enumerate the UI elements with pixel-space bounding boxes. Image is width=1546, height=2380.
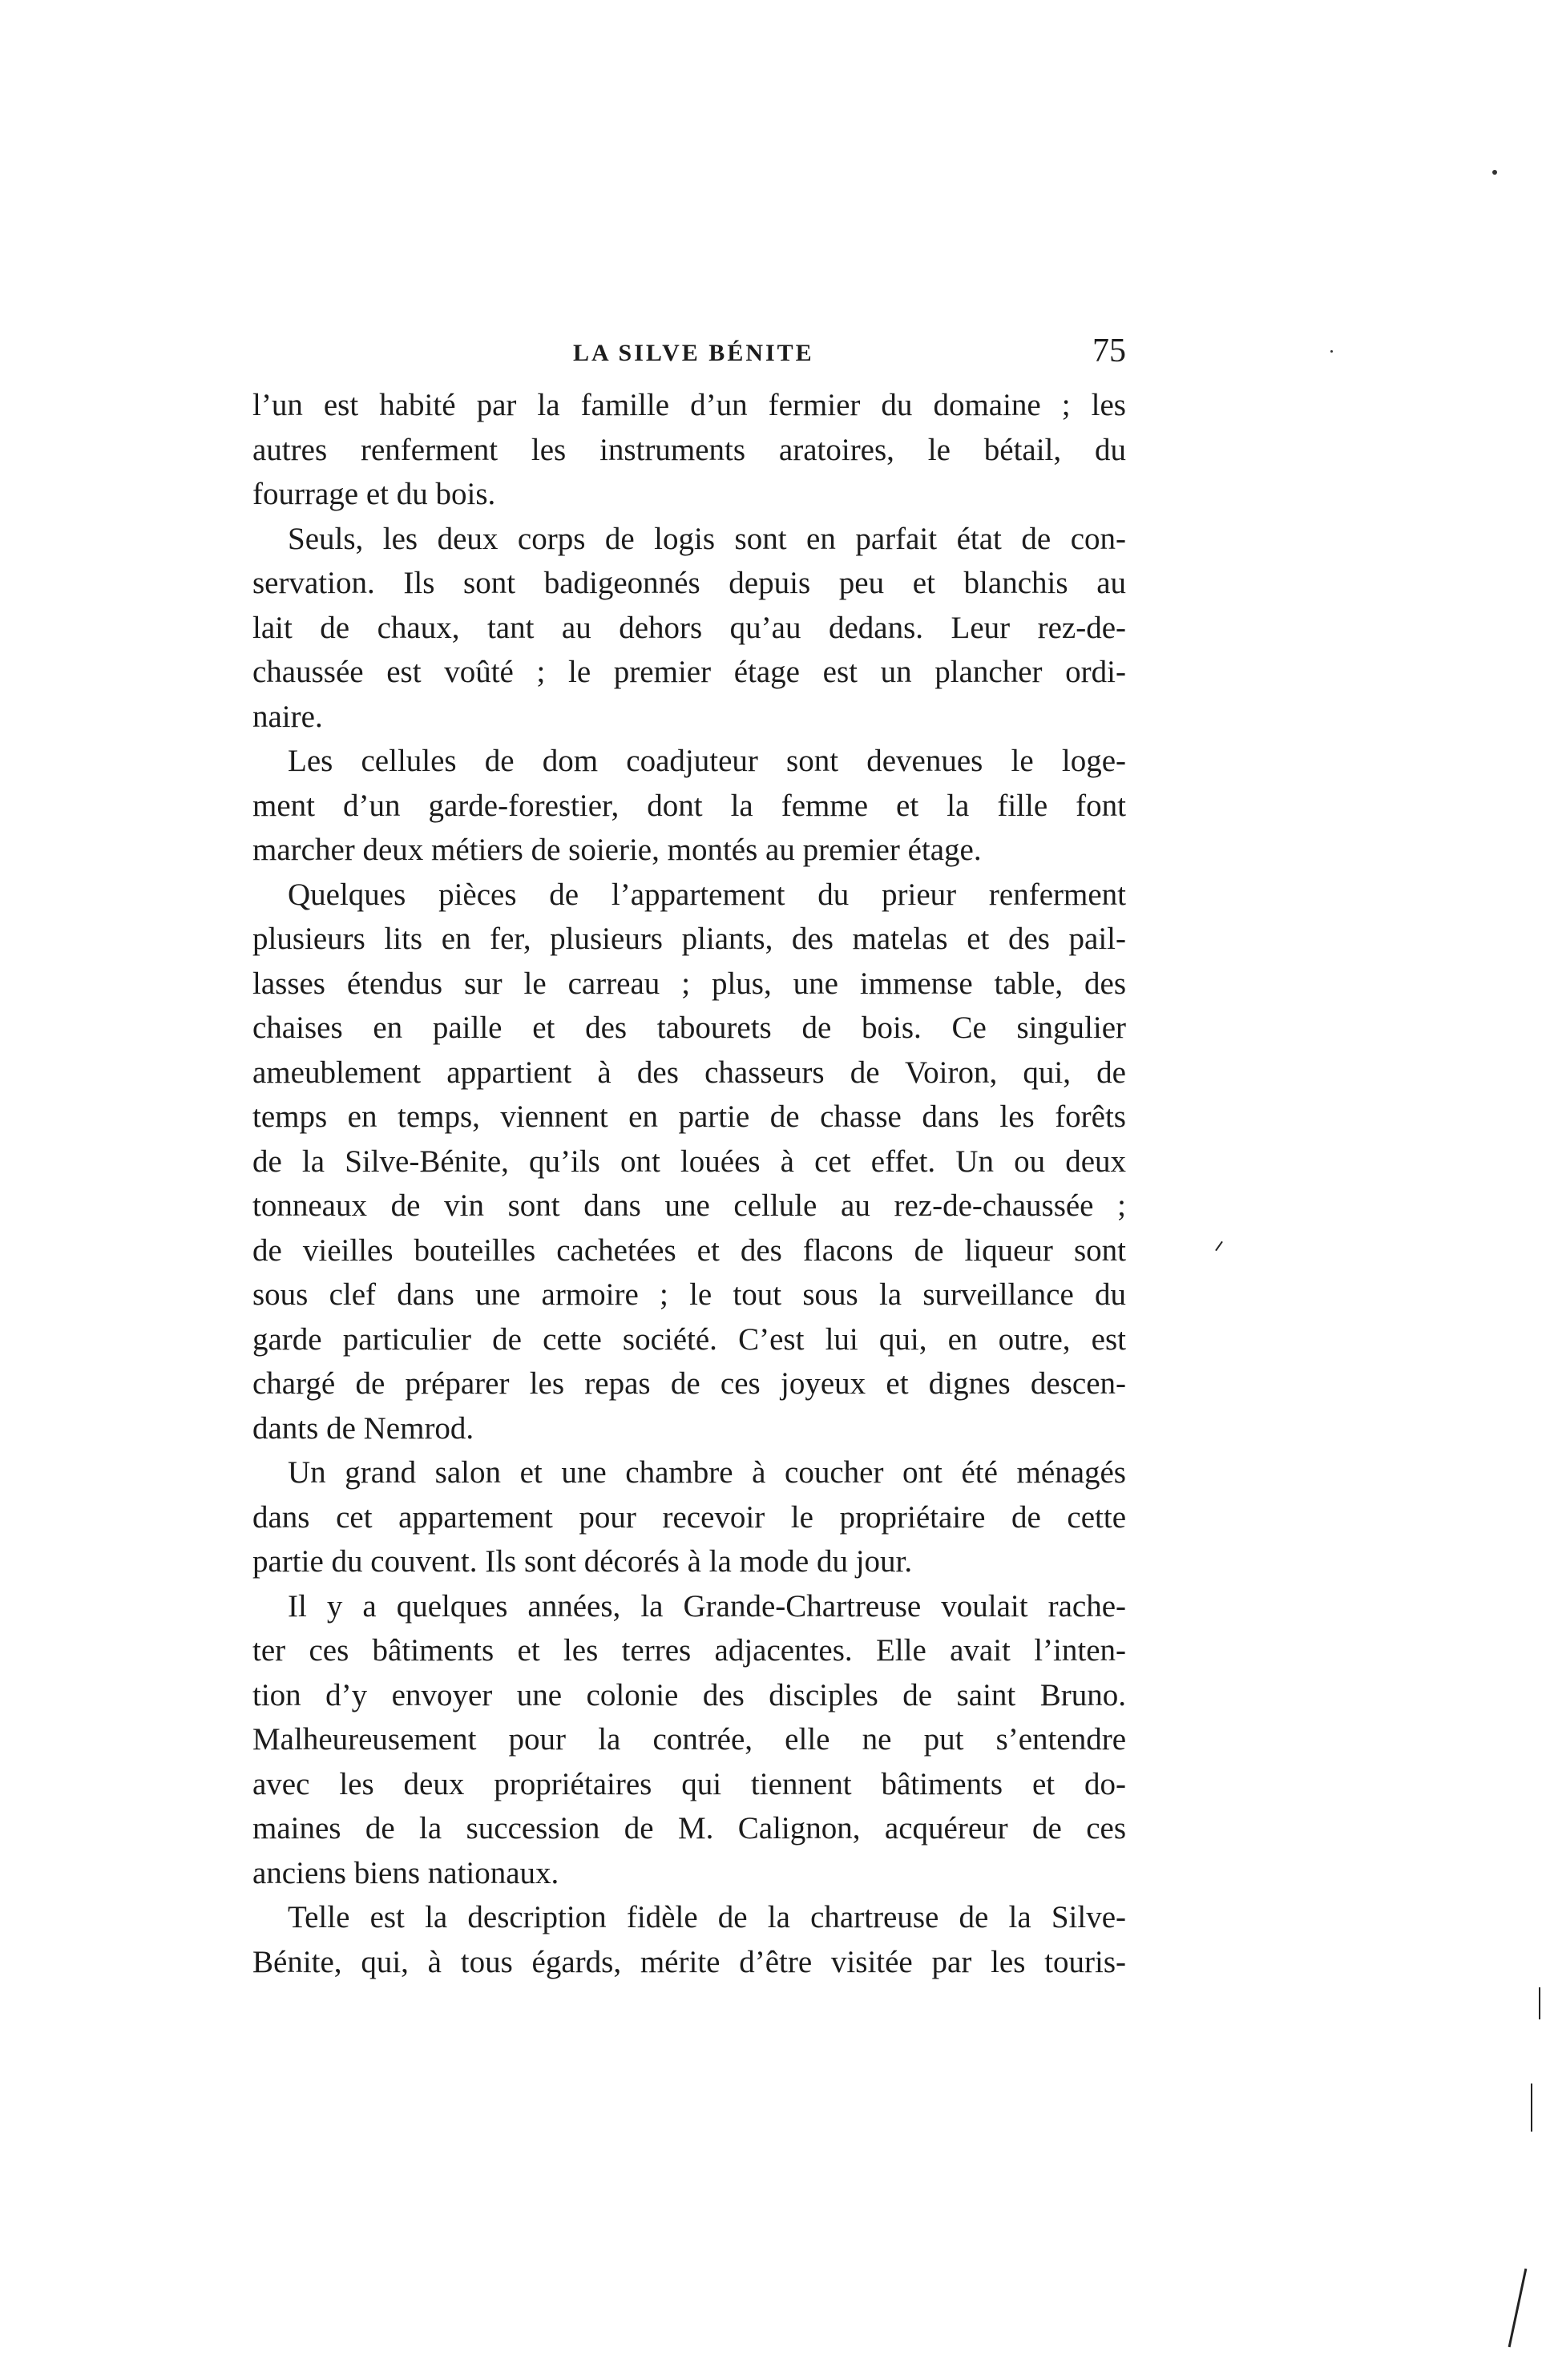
scan-stroke: [1508, 2269, 1528, 2347]
text-line: de la Silve-Bénite, qu’ils ont louées à cet effet. Un ou deux: [252, 1144, 1126, 1179]
page-header: [252, 329, 1126, 377]
text-line: autres renferment les instruments aratoires, le bétail, du: [252, 432, 1126, 467]
text-line: sous clef dans une armoire ; le tout sous la surveillance du: [252, 1277, 1126, 1312]
text-line: partie du couvent. Ils sont décorés à la mode du jour.: [252, 1544, 913, 1579]
text-line: anciens biens nationaux.: [252, 1855, 559, 1890]
body-text: [252, 383, 1126, 1984]
text-line: Les cellules de dom coadjuteur sont devenues le loge-: [288, 744, 1126, 778]
text-line: Il y a quelques années, la Grande-Chartreuse voulait rache-: [288, 1588, 1126, 1624]
text-line: naire.: [252, 699, 323, 734]
text-line: de vieilles bouteilles cachetées et des flacons de liqueur sont: [252, 1232, 1126, 1268]
scan-speck: [1330, 350, 1333, 353]
text-line: tonneaux de vin sont dans une cellule au rez-de-chaussée ;: [252, 1188, 1126, 1223]
page-number: 75: [1092, 333, 1126, 369]
text-line: Bénite, qui, à tous égards, mérite d’être visitée par les touris-: [252, 1944, 1126, 1979]
scan-stroke: [1531, 2084, 1532, 2132]
text-line: Telle est la description fidèle de la chartreuse de la Silve-: [288, 1900, 1126, 1934]
text-line: marcher deux métiers de soierie, montés au premier étage.: [252, 833, 982, 867]
text-line: Un grand salon et une chambre à coucher ont été ménagés: [288, 1455, 1126, 1490]
text-line: chargé de préparer les repas de ces joyeux et dignes descen-: [252, 1366, 1126, 1401]
scan-stroke: [1215, 1241, 1223, 1252]
text-line: tion d’y envoyer une colonie des disciples de saint Bruno.: [252, 1677, 1126, 1712]
text-line: maines de la succession de M. Calignon, acquéreur de ces: [252, 1811, 1126, 1846]
text-line: lasses étendus sur le carreau ; plus, une immense table, des: [252, 966, 1126, 1001]
text-line: Malheureusement pour la contrée, elle ne put s’entendre: [252, 1722, 1126, 1757]
scan-stroke: [1539, 1987, 1540, 2019]
text-line: ter ces bâtiments et les terres adjacentes. Elle avait l’inten-: [252, 1633, 1126, 1668]
text-line: Seuls, les deux corps de logis sont en parfait état de con-: [288, 521, 1126, 556]
text-line: servation. Ils sont badigeonnés depuis peu et blanchis au: [252, 566, 1126, 600]
text-line: dans cet appartement pour recevoir le propriétaire de cette: [252, 1499, 1126, 1535]
text-line: avec les deux propriétaires qui tiennent bâtiments et do-: [252, 1766, 1126, 1801]
text-line: ameublement appartient à des chasseurs de Voiron, qui, de: [252, 1055, 1126, 1090]
text-line: chaises en paille et des tabourets de bois. Ce singulier: [252, 1010, 1126, 1045]
text-line: chaussée est voûté ; le premier étage est un plancher ordi-: [252, 655, 1126, 689]
text-line: Quelques pièces de l’appartement du prieur renferment: [288, 877, 1126, 912]
text-line: plusieurs lits en fer, plusieurs pliants, des matelas et des pail-: [252, 922, 1126, 956]
text-line: l’un est habité par la famille d’un fermier du domaine ; les: [252, 388, 1126, 422]
text-line: lait de chaux, tant au dehors qu’au dedans. Leur rez-de-: [252, 610, 1126, 645]
text-line: fourrage et du bois.: [252, 477, 496, 511]
text-line: garde particulier de cette société. C’est lui qui, en outre, est: [252, 1321, 1126, 1357]
running-title: LA SILVE BÉNITE: [573, 340, 814, 366]
text-line: temps en temps, viennent en partie de chasse dans les forêts: [252, 1099, 1126, 1134]
text-line: dants de Nemrod.: [252, 1410, 474, 1446]
text-line: ment d’un garde-forestier, dont la femme et la fille font: [252, 788, 1126, 823]
scan-speck: [1492, 170, 1497, 175]
